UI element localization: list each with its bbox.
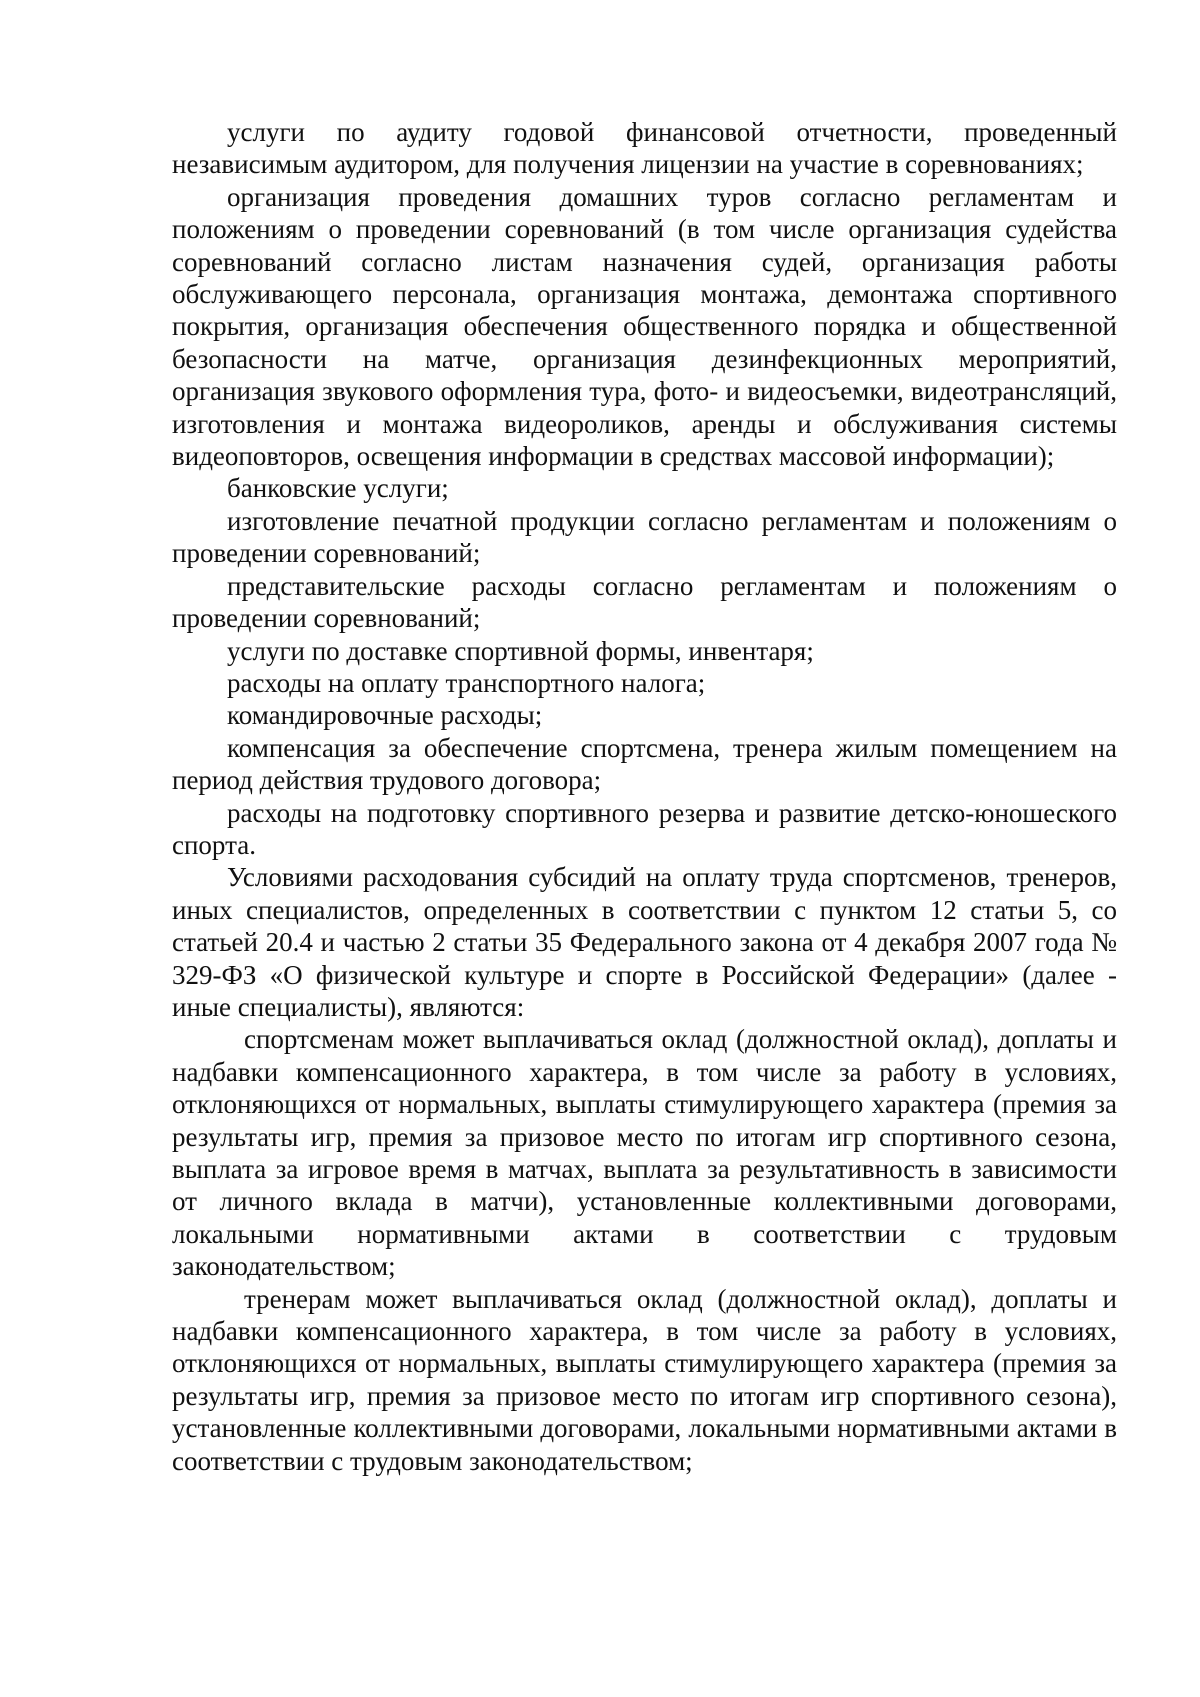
paragraph-sports-reserve: расходы на подготовку спортивного резерва и развитие детско-юношеского спорта.: [172, 797, 1117, 860]
paragraph-transport-tax: расходы на оплату транспортного налога;: [227, 667, 706, 698]
paragraph-representation-expenses: представительские расходы согласно регламентам и положениям о проведении соревнований;: [172, 570, 1117, 634]
paragraph-coaches-pay: тренерам может выплачиваться оклад (должностной оклад), доплаты и надбавки компенсационного характера, в том числе за работу в условиях, отклоняющихся от нормальных, выплаты стимулирующего характера (премия за результаты игр, премия за призовое место по итогам игр спортивного сезона), установленные коллективными договорами, локальными нормативными актами в соответствии с трудовым законодательством;: [172, 1283, 1117, 1476]
paragraph-athletes-pay: спортсменам может выплачиваться оклад (должностной оклад), доплаты и надбавки компенсационного характера, в том числе за работу в условиях, отклоняющихся от нормальных, выплаты стимулирующего характера (премия за результаты игр, премия за призовое место по итогам игр спортивного сезона, выплата за игровое время в матчах, выплата за результативность в зависимости от личного вклада в матчи), установленные коллективными договорами, локальными нормативными актами в соответствии с трудовым законодательством;: [172, 1024, 1117, 1282]
document-body: [172, 116, 1117, 1477]
paragraph-housing-compensation: компенсация за обеспечение спортсмена, тренера жилым помещением на период действия трудового договора;: [172, 732, 1117, 796]
paragraph-printed-products: изготовление печатной продукции согласно регламентам и положениям о проведении соревнований;: [172, 505, 1117, 569]
paragraph-subsidy-conditions: Условиями расходования субсидий на оплату труда спортсменов, тренеров, иных специалистов, определенных в соответствии с пунктом 12 статьи 5, со статьей 20.4 и частью 2 статьи 35 Федерального закона от 4 декабря 2007 года № 329-ФЗ «О физической культуре и спорте в Российской Федерации» (далее - иные специалисты), являются:: [172, 862, 1117, 1022]
paragraph-delivery-services: услуги по доставке спортивной формы, инвентаря;: [227, 635, 814, 666]
paragraph-banking-services: банковские услуги;: [227, 473, 449, 504]
paragraph-travel-expenses: командировочные расходы;: [227, 700, 543, 731]
paragraph-audit-services: услуги по аудиту годовой финансовой отчетности, проведенный независимым аудитором, для получения лицензии на участие в соревнованиях;: [172, 117, 1117, 180]
paragraph-home-tours: организация проведения домашних туров согласно регламентам и положениям о проведении соревнований (в том числе организация судейства соревнований согласно листам назначения судей, организация работы обслуживающего персонала, организация монтажа, демонтажа спортивного покрытия, организация обеспечения общественного порядка и общественной безопасности на матче, организация дезинфекционных мероприятий, организация звукового оформления тура, фото- и видеосъемки, видеотрансляций, изготовления и монтажа видеороликов, аренды и обслуживания системы видеоповторов, освещения информации в средствах массовой информации);: [172, 181, 1117, 472]
